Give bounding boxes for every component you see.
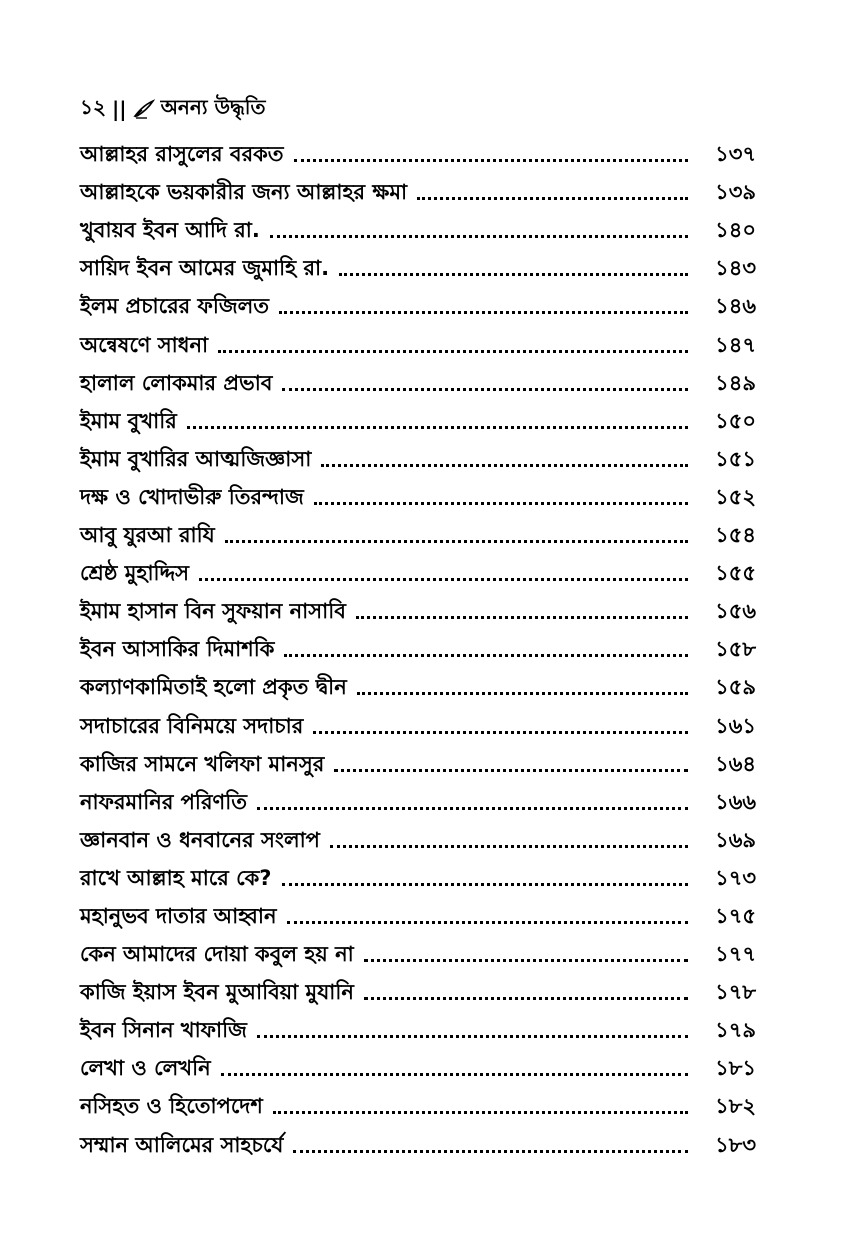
toc-entry: [80, 857, 756, 895]
dot-leader: [293, 1150, 688, 1153]
toc-entry-title: জ্ঞানবান ও ধনবানের সংলাপ: [80, 827, 320, 852]
toc-entry-title: লেখা ও লেখনি: [80, 1056, 211, 1081]
dot-leader: [357, 692, 688, 695]
toc-entry: [80, 781, 756, 819]
toc-entry-page-number: ১৫২: [715, 484, 756, 509]
toc-entry: [80, 552, 756, 590]
dot-leader: [221, 1073, 688, 1076]
toc-entry: [80, 133, 756, 171]
toc-entry-title: কল্যাণকামিতাই হলো প্রকৃত দ্বীন: [80, 675, 347, 700]
dot-leader: [257, 807, 688, 810]
toc-entry-page-number: ১৮১: [715, 1056, 756, 1081]
dot-leader: [273, 1111, 688, 1114]
dot-leader: [225, 540, 688, 543]
dot-leader: [218, 350, 688, 353]
toc-entry: [80, 590, 756, 628]
toc-entry-title: নাফরমানির পরিণতি: [80, 789, 247, 814]
toc-entry-page-number: ১৬৬: [715, 789, 756, 814]
toc-entry: [80, 895, 756, 933]
toc-entry-title: হালাল লোকমার প্রভাব: [80, 370, 273, 395]
toc-entry: [80, 323, 756, 361]
dot-leader: [282, 388, 688, 391]
toc-entry: [80, 933, 756, 971]
toc-entry-title: মহানুভব দাতার আহ্বান: [80, 903, 277, 928]
toc-entry-page-number: ১৭৮: [715, 980, 756, 1005]
toc-entry-title: নসিহত ও হিতোপদেশ: [80, 1094, 263, 1119]
dot-leader: [334, 769, 688, 772]
dot-leader: [284, 654, 688, 657]
toc-entry-title: আল্লাহকে ভয়কারীর জন্য আল্লাহর ক্ষমা: [80, 180, 408, 205]
toc-entry-page-number: ১৫৬: [715, 599, 756, 624]
toc-entry-title: ইমাম বুখারি: [80, 408, 177, 433]
header-separator: ||: [111, 97, 127, 121]
toc-entry: [80, 704, 756, 742]
dot-leader: [199, 578, 688, 581]
toc-entry-page-number: ১৬৪: [715, 751, 756, 776]
toc-entry-title: রাখে আল্লাহ মারে কে?: [80, 865, 272, 890]
page-number: ১২: [80, 94, 106, 119]
dot-leader: [364, 959, 688, 962]
dot-leader: [279, 311, 688, 314]
dot-leader: [187, 426, 688, 429]
toc-entry-page-number: ১৭৫: [715, 903, 756, 928]
toc-entry: [80, 1123, 756, 1161]
toc-entry: [80, 209, 756, 247]
toc-entry-title: সদাচারের বিনিময়ে সদাচার: [80, 713, 304, 738]
toc-entry-page-number: ১৬১: [715, 713, 756, 738]
toc-entry-page-number: ১৩৭: [715, 142, 756, 167]
toc-entry-title: কাজির সামনে খলিফা মানসুর: [80, 751, 325, 776]
toc-entry-page-number: ১৭৭: [715, 942, 756, 967]
dot-leader: [282, 883, 689, 886]
toc-entry: [80, 438, 756, 476]
dot-leader: [339, 273, 688, 276]
dot-leader: [257, 1035, 688, 1038]
toc-entry-page-number: ১৫০: [715, 408, 756, 433]
dot-leader: [417, 197, 688, 200]
toc-entry: [80, 400, 756, 438]
toc-entry-title: অন্বেষণে সাধনা: [80, 332, 209, 357]
toc-entry: [80, 285, 756, 323]
toc-entry: [80, 362, 756, 400]
toc-entry-page-number: ১৬৯: [715, 827, 756, 852]
toc-entry: [80, 1085, 756, 1123]
toc-entry-title: সায়িদ ইবন আমের জুমাহি রা.: [80, 256, 330, 281]
dot-leader: [270, 235, 688, 238]
toc-entry-page-number: ১৫৫: [715, 561, 756, 586]
toc-entry-page-number: ১৭৩: [715, 865, 756, 890]
toc-entry-title: ইমাম হাসান বিন সুফয়ান নাসাবি: [80, 599, 346, 624]
toc-entry-page-number: ১৪০: [715, 218, 756, 243]
toc-entry: [80, 628, 756, 666]
toc-entry: [80, 1009, 756, 1047]
dot-leader: [330, 845, 688, 848]
dot-leader: [321, 464, 688, 467]
book-title: অনন্য উদ্ধৃতি: [160, 94, 266, 119]
toc-entry-page-number: ১৭৯: [715, 1018, 756, 1043]
toc-entry-page-number: ১৫১: [715, 446, 756, 471]
dot-leader: [313, 731, 688, 734]
dot-leader: [364, 997, 688, 1000]
toc-entry-page-number: ১৮৩: [715, 1132, 756, 1157]
toc-entry-page-number: ১৪৭: [715, 332, 756, 357]
toc-entry-page-number: ১৫৮: [715, 637, 756, 662]
toc-entry-title: দক্ষ ও খোদাভীরু তিরন্দাজ: [80, 484, 304, 509]
toc-entry: [80, 1047, 756, 1085]
toc-entry: [80, 666, 756, 704]
toc-entry-title: আল্লাহর রাসুলের বরকত: [80, 142, 284, 167]
dot-leader: [287, 921, 688, 924]
toc-entry-title: শ্রেষ্ঠ মুহাদ্দিস: [80, 561, 189, 586]
toc-entry-page-number: ১৫৪: [715, 523, 756, 548]
toc-entry-title: কেন আমাদের দোয়া কবুল হয় না: [80, 942, 354, 967]
toc-entry-title: ইমাম বুখারির আত্মজিজ্ঞাসা: [80, 446, 312, 471]
quill-pen-icon: [133, 98, 155, 120]
toc-entry-page-number: ১৮২: [715, 1094, 756, 1119]
toc-entry: [80, 247, 756, 285]
toc-entry-page-number: ১৩৯: [715, 180, 756, 205]
toc-entry: [80, 971, 756, 1009]
toc-entry: [80, 171, 756, 209]
toc-entry: [80, 476, 756, 514]
toc-entry-page-number: ১৪৬: [715, 294, 756, 319]
toc-entry-title: সম্মান আলিমের সাহচর্যে: [80, 1132, 284, 1157]
page-header: [80, 94, 266, 124]
toc-entry-title: কাজি ইয়াস ইবন মুআবিয়া মুযানি: [80, 980, 354, 1005]
table-of-contents: [80, 133, 756, 1162]
toc-entry-title: ইবন আসাকির দিমাশকি: [80, 637, 275, 662]
dot-leader: [356, 616, 688, 619]
toc-entry-title: খুবায়ব ইবন আদি রা.: [80, 218, 260, 243]
toc-entry-page-number: ১৪৩: [715, 256, 756, 281]
dot-leader: [314, 502, 688, 505]
dot-leader: [294, 159, 688, 162]
toc-entry-title: আবু যুরআ রাযি: [80, 523, 215, 548]
toc-entry: [80, 743, 756, 781]
toc-entry-title: ইবন সিনান খাফাজি: [80, 1018, 247, 1043]
toc-entry-page-number: ১৫৯: [715, 675, 756, 700]
toc-entry-page-number: ১৪৯: [715, 370, 756, 395]
toc-entry-title: ইলম প্রচারের ফজিলত: [80, 294, 270, 319]
toc-entry: [80, 514, 756, 552]
toc-entry: [80, 819, 756, 857]
